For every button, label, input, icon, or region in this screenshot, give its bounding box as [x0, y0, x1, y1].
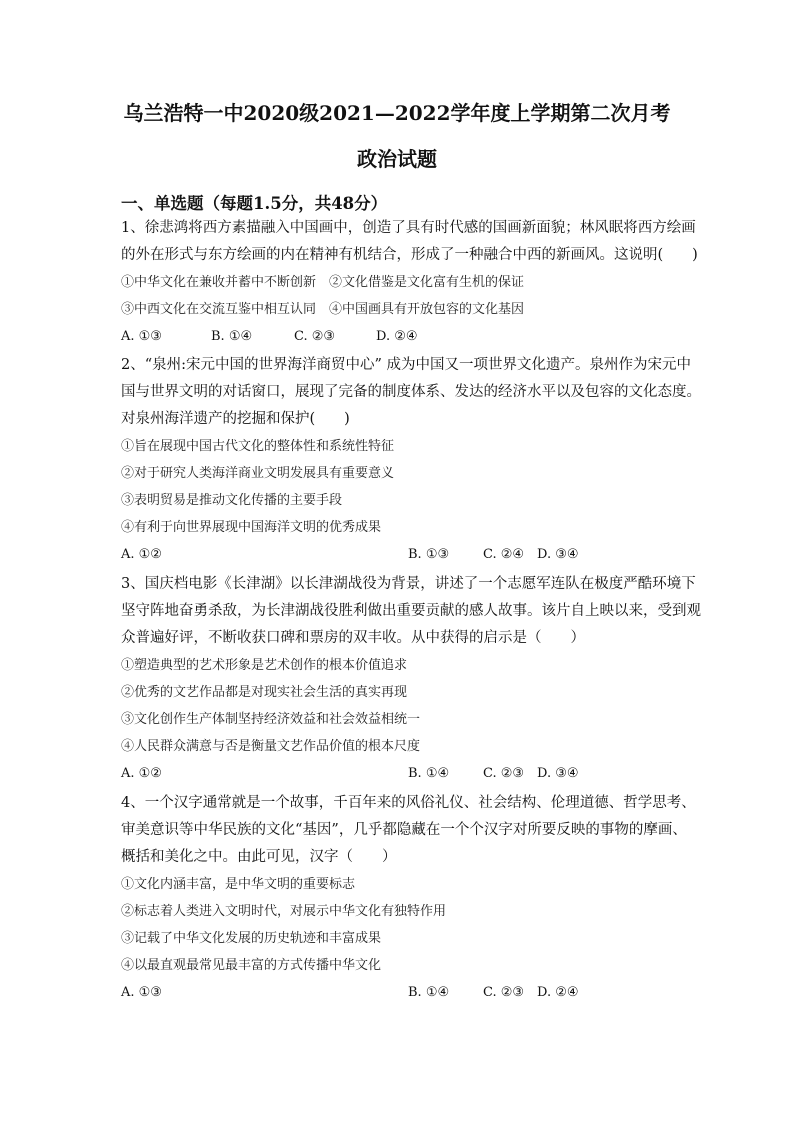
- question-2: [121, 352, 701, 568]
- answer-choice-a: A. ①②: [121, 766, 162, 781]
- answer-choices: [121, 323, 681, 350]
- answer-choice-d: D. ②④: [537, 985, 579, 1000]
- section-heading: 一、单选题（每题1.5分，共48分）: [121, 194, 388, 213]
- question-stem-line: 坚守阵地奋勇杀敌，为长津湖战役胜利做出重要贡献的感人故事。该片自上映以来，受到观: [121, 603, 701, 619]
- answer-choice-b: B. ①④: [408, 766, 450, 781]
- answer-choice-c: C. ②③: [483, 766, 525, 781]
- question-stem-line: 概括和美化之中。由此可见，汉字（ ）: [121, 849, 397, 865]
- answer-choice-a: A. ①②: [121, 547, 162, 562]
- exam-title: 乌兰浩特一中2020级2021—2022学年度上学期第二次月考: [123, 101, 671, 125]
- question-stem-line: 对泉州海洋遗产的挖掘和保护( ): [121, 411, 350, 427]
- answer-choice-b: B. ①③: [408, 547, 450, 562]
- statement-line: ③文化创作生产体制坚持经济效益和社会效益相统一: [121, 712, 421, 727]
- question-stem-line: 2、“泉州:宋元中国的世界海洋商贸中心” 成为中国又一项世界文化遗产。泉州作为宋元中: [121, 357, 692, 373]
- statement-line: ①中华文化在兼收并蓄中不断创新 ②文化借鉴是文化富有生机的保证: [121, 275, 525, 290]
- question-3: [121, 571, 701, 787]
- answer-choices: [121, 979, 681, 1006]
- question-1: [121, 215, 698, 350]
- statement-line: ②优秀的文艺作品都是对现实社会生活的真实再现: [121, 685, 408, 700]
- question-stem-line: 4、一个汉字通常就是一个故事，千百年来的风俗礼仪、社会结构、伦理道德、哲学思考、: [121, 795, 696, 811]
- question-stem-line: 国与世界文明的对话窗口，展现了完备的制度体系、发达的经济水平以及包容的文化态度。: [121, 384, 701, 400]
- statement-line: ③表明贸易是推动文化传播的主要手段: [121, 493, 343, 508]
- statement-line: ④人民群众满意与否是衡量文艺作品价值的根本尺度: [121, 739, 421, 754]
- question-stem-line: 3、国庆档电影《长津湖》以长津湖战役为背景，讲述了一个志愿军连队在极度严酷环境下: [121, 576, 696, 592]
- answer-choice-c: C. ②④: [483, 547, 525, 562]
- answer-choice-d: D. ③④: [537, 547, 579, 562]
- question-stem-line: 1、徐悲鸿将西方素描融入中国画中，创造了具有时代感的国画新面貌；林风眠将西方绘画: [121, 220, 696, 236]
- answer-choice-a: A. ①③: [121, 329, 162, 344]
- statement-line: ③中西文化在交流互鉴中相互认同 ④中国画具有开放包容的文化基因: [121, 302, 525, 317]
- answer-choice-d: D. ③④: [537, 766, 579, 781]
- answer-choices: [121, 760, 681, 787]
- statement-line: ①旨在展现中国古代文化的整体性和系统性特征: [121, 439, 395, 454]
- answer-choice-d: D. ②④: [376, 329, 418, 344]
- statement-line: ④以最直观最常见最丰富的方式传播中华文化: [121, 958, 382, 973]
- answer-choice-c: C. ②③: [483, 985, 525, 1000]
- answer-choice-c: C. ②③: [294, 329, 336, 344]
- answer-choice-b: B. ①④: [408, 985, 450, 1000]
- answer-choices: [121, 541, 681, 568]
- statement-line: ②对于研究人类海洋商业文明发展具有重要意义: [121, 466, 395, 481]
- answer-choice-b: B. ①④: [211, 329, 253, 344]
- question-stem-line: 审美意识等中华民族的文化“基因”，几乎都隐藏在一个个汉字对所要反映的事物的摩画、: [121, 822, 687, 838]
- statement-line: ①塑造典型的艺术形象是艺术创作的根本价值追求: [121, 658, 408, 673]
- statement-line: ③记载了中华文化发展的历史轨迹和丰富成果: [121, 931, 382, 946]
- question-stem-line: 的外在形式与东方绘画的内在精神有机结合，形成了一种融合中西的新画风。这说明( ): [121, 247, 698, 263]
- question-4: [121, 790, 696, 1006]
- statement-line: ④有利于向世界展现中国海洋文明的优秀成果: [121, 520, 382, 535]
- exam-subject: 政治试题: [357, 147, 437, 171]
- answer-choice-a: A. ①③: [121, 985, 162, 1000]
- question-stem-line: 众普遍好评，不断收获口碑和票房的双丰收。从中获得的启示是（ ）: [121, 630, 585, 646]
- statement-line: ①文化内涵丰富，是中华文明的重要标志: [121, 877, 356, 892]
- statement-line: ②标志着人类进入文明时代，对展示中华文化有独特作用: [121, 904, 447, 919]
